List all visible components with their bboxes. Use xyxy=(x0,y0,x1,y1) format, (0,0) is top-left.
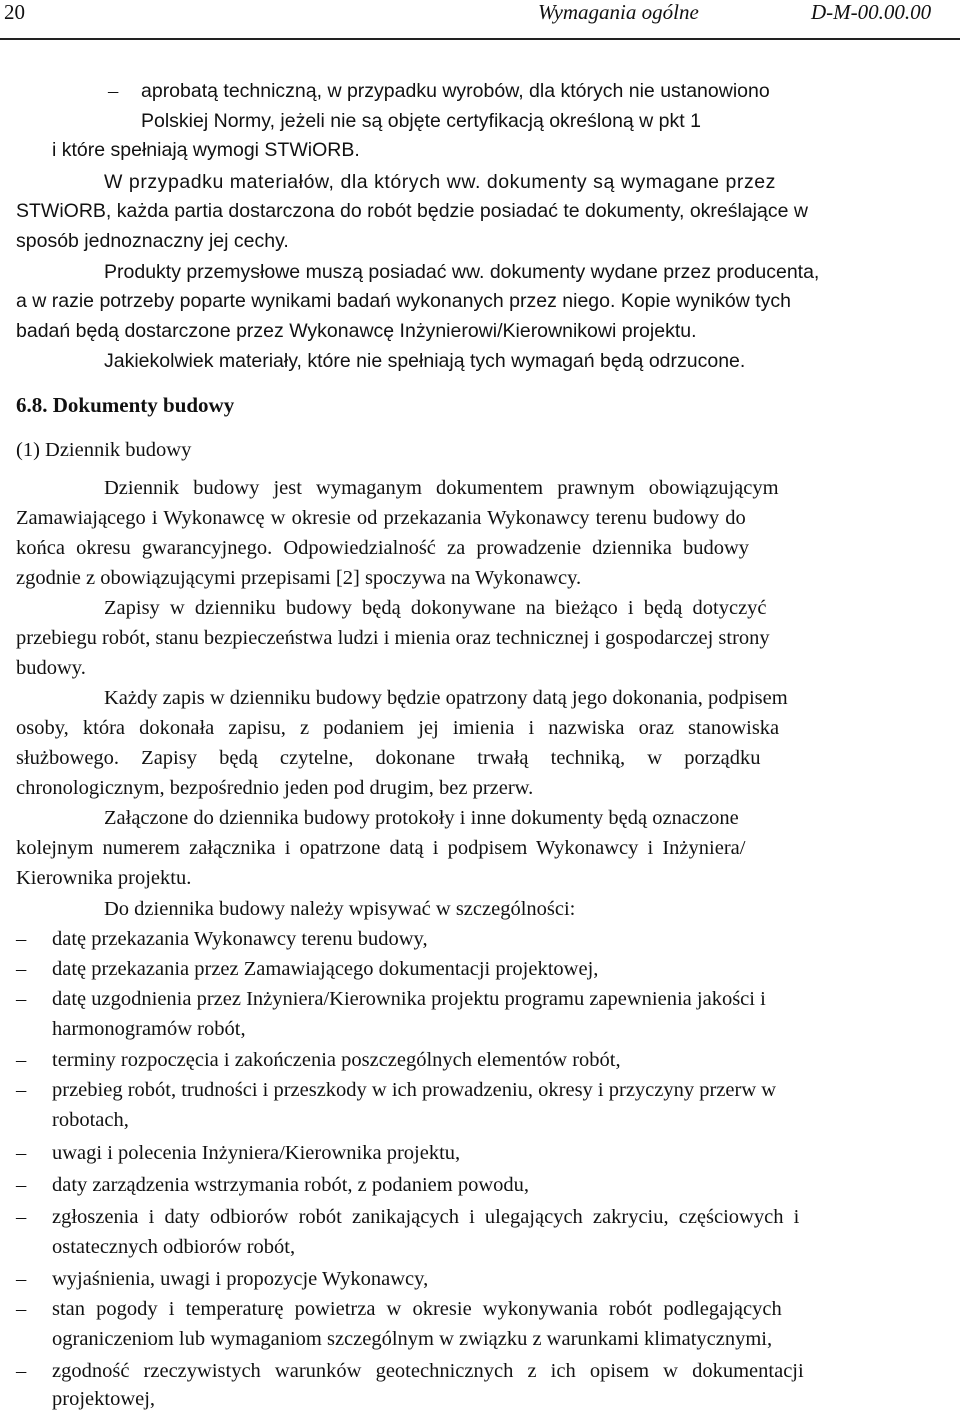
text-line: aprobatą techniczną, w przypadku wyrobów, dla których nie ustanowiono xyxy=(141,80,770,102)
text-line: Każdy zapis w dzienniku budowy będzie opatrzony datą jego dokonania, podpisem xyxy=(104,687,788,709)
list-dash: – xyxy=(16,1298,27,1320)
text-line: a w razie potrzeby poparte wynikami badań wykonanych przez niego. Kopie wyników tych xyxy=(16,290,791,312)
list-item: zgodność rzeczywistych warunków geotechnicznych z ich opisem w dokumentacji xyxy=(52,1360,804,1382)
text-line: Polskiej Normy, jeżeli nie są objęte certyfikacją określoną w pkt 1 xyxy=(141,110,701,132)
running-title: Wymagania ogólne xyxy=(538,0,699,24)
page-number: 20 xyxy=(4,0,25,24)
text-line: Kierownika projektu. xyxy=(16,867,192,889)
text-line: sposób jednoznaczny jej cechy. xyxy=(16,230,289,252)
list-item: przebieg robót, trudności i przeszkody w ich prowadzeniu, okresy i przyczyny przerw w xyxy=(52,1079,777,1101)
list-dash: – xyxy=(16,1360,27,1382)
list-item: daty zarządzenia wstrzymania robót, z podaniem powodu, xyxy=(52,1174,530,1196)
list-dash: – xyxy=(16,1206,27,1228)
document-code: D-M-00.00.00 xyxy=(811,0,932,24)
list-item-continuation: projektowej, xyxy=(52,1388,156,1410)
list-dash: – xyxy=(16,1268,27,1290)
text-line: Zapisy w dzienniku budowy będą dokonywane na bieżąco i będą dotyczyć xyxy=(104,597,767,619)
text-line: zgodnie z obowiązującymi przepisami [2] spoczywa na Wykonawcy. xyxy=(16,567,582,589)
list-dash: – xyxy=(16,1079,27,1101)
list-dash: – xyxy=(108,80,119,102)
list-item: uwagi i polecenia Inżyniera/Kierownika projektu, xyxy=(52,1142,461,1164)
text-line: przebiegu robót, stanu bezpieczeństwa ludzi i mienia oraz technicznej i gospodarczej strony xyxy=(16,627,770,649)
text-line: osoby, która dokonała zapisu, z podaniem jej imienia i nazwiska oraz stanowiska xyxy=(16,717,780,739)
text-line: Jakiekolwiek materiały, które nie spełniają tych wymagań będą odrzucone. xyxy=(104,350,746,372)
list-dash: – xyxy=(16,1174,27,1196)
list-item-continuation: ograniczeniom lub wymaganiom szczególnym w związku z warunkami klimatycznymi, xyxy=(52,1328,773,1350)
list-item: zgłoszenia i daty odbiorów robót zanikających i ulegających zakryciu, częściowych i xyxy=(52,1206,800,1228)
text-line: Do dziennika budowy należy wpisywać w szczególności: xyxy=(104,898,576,920)
text-line: STWiORB, każda partia dostarczona do robót będzie posiadać te dokumenty, określające w xyxy=(16,200,808,222)
list-item: datę przekazania przez Zamawiającego dokumentacji projektowej, xyxy=(52,958,599,980)
subsection-heading: (1) Dziennik budowy xyxy=(16,439,192,461)
text-line: Załączone do dziennika budowy protokoły i inne dokumenty będą oznaczone xyxy=(104,807,739,829)
list-item: datę uzgodnienia przez Inżyniera/Kierownika projektu programu zapewnienia jakości i xyxy=(52,988,766,1010)
list-item: terminy rozpoczęcia i zakończenia poszczególnych elementów robót, xyxy=(52,1049,621,1071)
text-line: służbowego. Zapisy będą czytelne, dokonane trwałą techniką, w porządku xyxy=(16,747,761,769)
list-item-continuation: robotach, xyxy=(52,1109,129,1131)
list-item: stan pogody i temperaturę powietrza w okresie wykonywania robót podlegających xyxy=(52,1298,782,1320)
list-item: wyjaśnienia, uwagi i propozycje Wykonawcy, xyxy=(52,1268,429,1290)
list-item-continuation: ostatecznych odbiorów robót, xyxy=(52,1236,296,1258)
list-item-continuation: harmonogramów robót, xyxy=(52,1018,246,1040)
text-line: i które spełniają wymogi STWiORB. xyxy=(52,139,360,161)
list-dash: – xyxy=(16,1049,27,1071)
text-line: budowy. xyxy=(16,657,86,679)
text-line: Produkty przemysłowe muszą posiadać ww. dokumenty wydane przez producenta, xyxy=(104,261,820,283)
list-dash: – xyxy=(16,988,27,1010)
list-dash: – xyxy=(16,958,27,980)
text-line: W przypadku materiałów, dla których ww. dokumenty są wymagane przez xyxy=(104,171,776,193)
text-line: Dziennik budowy jest wymaganym dokumentem prawnym obowiązującym xyxy=(104,477,779,499)
list-dash: – xyxy=(16,1142,27,1164)
page-header xyxy=(0,0,960,40)
text-line: końca okresu gwarancyjnego. Odpowiedzialność za prowadzenie dziennika budowy xyxy=(16,537,750,559)
text-line: chronologicznym, bezpośrednio jeden pod drugim, bez przerw. xyxy=(16,777,534,799)
text-line: kolejnym numerem załącznika i opatrzone datą i podpisem Wykonawcy i Inżyniera/ xyxy=(16,837,746,859)
list-dash: – xyxy=(16,928,27,950)
text-line: Zamawiającego i Wykonawcę w okresie od przekazania Wykonawcy terenu budowy do xyxy=(16,507,746,529)
section-heading: 6.8. Dokumenty budowy xyxy=(16,393,235,417)
list-item: datę przekazania Wykonawcy terenu budowy, xyxy=(52,928,428,950)
text-line: badań będą dostarczone przez Wykonawcę Inżynierowi/Kierownikowi projektu. xyxy=(16,320,697,342)
